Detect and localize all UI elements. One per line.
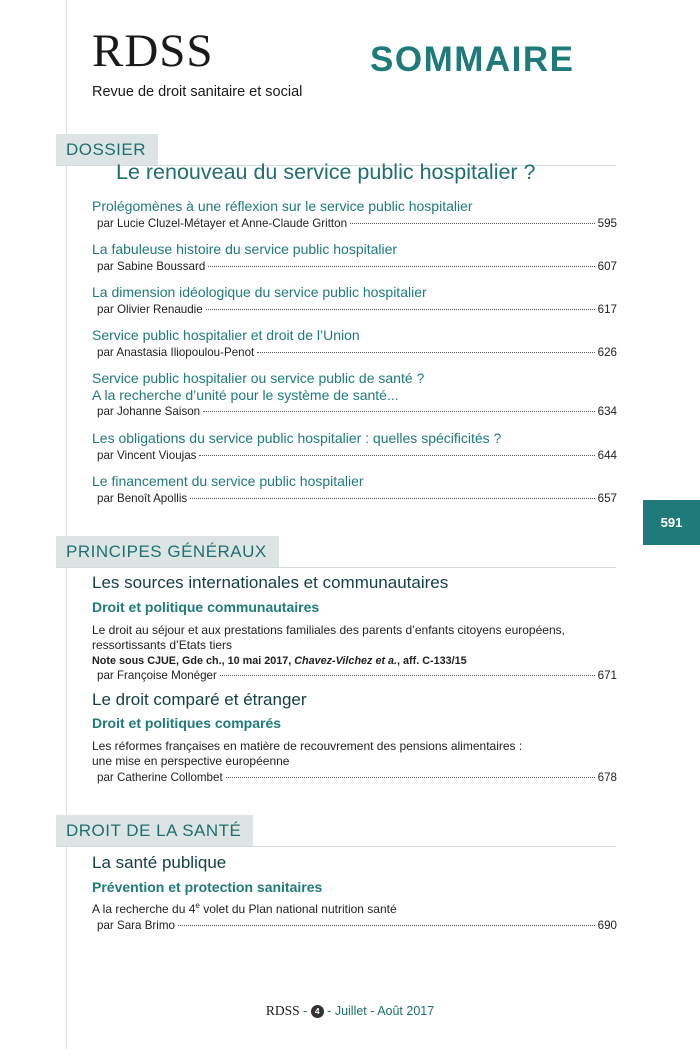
article-author: par Sabine Boussard	[97, 260, 206, 273]
article-title-line2[interactable]: une mise en perspective européenne	[92, 754, 290, 768]
dot-leader	[190, 498, 594, 499]
dot-leader	[208, 266, 594, 267]
article-page: 634	[597, 405, 617, 418]
page-footer: RDSS - 4 - Juillet - Août 2017	[265, 1003, 435, 1018]
article-author-line	[97, 216, 617, 231]
article-author: par Johanne Saison	[97, 405, 201, 418]
journal-logo: RDSS	[92, 25, 214, 77]
article-title[interactable]: La fabuleuse histoire du service public hospitalier	[92, 241, 398, 257]
dot-leader	[203, 411, 595, 412]
section-label-principes: PRINCIPES GÉNÉRAUX	[56, 536, 279, 567]
subsection-heading: Le droit comparé et étranger	[92, 690, 307, 709]
article-author-line	[97, 918, 617, 933]
article-author: par Françoise Monéger	[97, 669, 217, 682]
article-title-line2[interactable]: ressortissants d’Etats tiers	[92, 638, 233, 652]
dot-leader	[220, 675, 595, 676]
page-number-tab: 591	[643, 500, 700, 545]
article-page: 657	[597, 492, 617, 505]
article-author-line	[97, 259, 617, 274]
article-author: par Vincent Vioujas	[97, 449, 197, 462]
article-author: par Anastasia Iliopoulou-Penot	[97, 346, 255, 359]
article-title[interactable]: A la recherche du 4e volet du Plan national nutrition santé	[92, 901, 397, 916]
article-title[interactable]: Service public hospitalier et droit de l’Union	[92, 327, 360, 343]
article-title[interactable]: Service public hospitalier ou service public de santé ?	[92, 370, 425, 386]
dot-leader	[350, 223, 595, 224]
article-author-line	[97, 770, 617, 785]
article-author-line	[97, 491, 617, 506]
article-author-line	[97, 345, 617, 360]
section-label-dossier: DOSSIER	[56, 134, 158, 165]
article-author: par Lucie Cluzel-Métayer et Anne-Claude Gritton	[97, 217, 348, 230]
article-author-line	[97, 448, 617, 463]
subsection-subheading: Prévention et protection sanitaires	[92, 879, 323, 895]
page-heading: SOMMAIRE	[370, 40, 575, 79]
dot-leader	[178, 925, 595, 926]
subsection-subheading: Droit et politiques comparés	[92, 715, 282, 731]
article-title[interactable]: Les réformes françaises en matière de recouvrement des pensions alimentaires :	[92, 739, 523, 753]
article-title[interactable]: Le droit au séjour et aux prestations familiales des parents d’enfants citoyens européens,	[92, 623, 565, 637]
issue-number-badge: 4	[311, 1005, 324, 1018]
article-title[interactable]: Le financement du service public hospitalier	[92, 473, 364, 489]
article-author: par Benoît Apollis	[97, 492, 188, 505]
dot-leader	[226, 777, 595, 778]
article-author-line	[97, 302, 617, 317]
subsection-heading: Les sources internationales et communautaires	[92, 573, 449, 592]
article-author-line	[97, 404, 617, 419]
dot-leader	[206, 309, 595, 310]
section-rule	[56, 846, 616, 847]
dossier-title: Le renouveau du service public hospitalier ?	[116, 160, 536, 184]
article-title[interactable]: La dimension idéologique du service public hospitalier	[92, 284, 427, 300]
dot-leader	[199, 455, 594, 456]
case-note: Note sous CJUE, Gde ch., 10 mai 2017, Chavez-Vilchez et a., aff. C-133/15	[92, 655, 467, 667]
article-title[interactable]: Les obligations du service public hospitalier : quelles spécificités ?	[92, 430, 502, 446]
article-page: 690	[597, 919, 617, 932]
article-author: par Catherine Collombet	[97, 771, 223, 784]
dot-leader	[257, 352, 594, 353]
article-author-line	[97, 668, 617, 683]
footer-date: Juillet - Août 2017	[334, 1004, 435, 1018]
article-page: 678	[597, 771, 617, 784]
footer-journal: RDSS	[265, 1003, 300, 1018]
article-page: 671	[597, 669, 617, 682]
article-author: par Sara Brimo	[97, 919, 175, 932]
article-page: 595	[597, 217, 617, 230]
subsection-heading: La santé publique	[92, 853, 227, 872]
article-page: 607	[597, 260, 617, 273]
journal-subtitle: Revue de droit sanitaire et social	[92, 84, 303, 100]
article-title-line2[interactable]: A la recherche d’unité pour le système de santé...	[92, 387, 399, 403]
article-page: 644	[597, 449, 617, 462]
subsection-subheading: Droit et politique communautaires	[92, 599, 320, 615]
article-page: 617	[597, 303, 617, 316]
section-rule	[56, 567, 616, 568]
section-label-sante: DROIT DE LA SANTÉ	[56, 815, 253, 846]
article-page: 626	[597, 346, 617, 359]
article-author: par Olivier Renaudie	[97, 303, 203, 316]
article-title[interactable]: Prolégomènes à une réflexion sur le service public hospitalier	[92, 198, 473, 214]
